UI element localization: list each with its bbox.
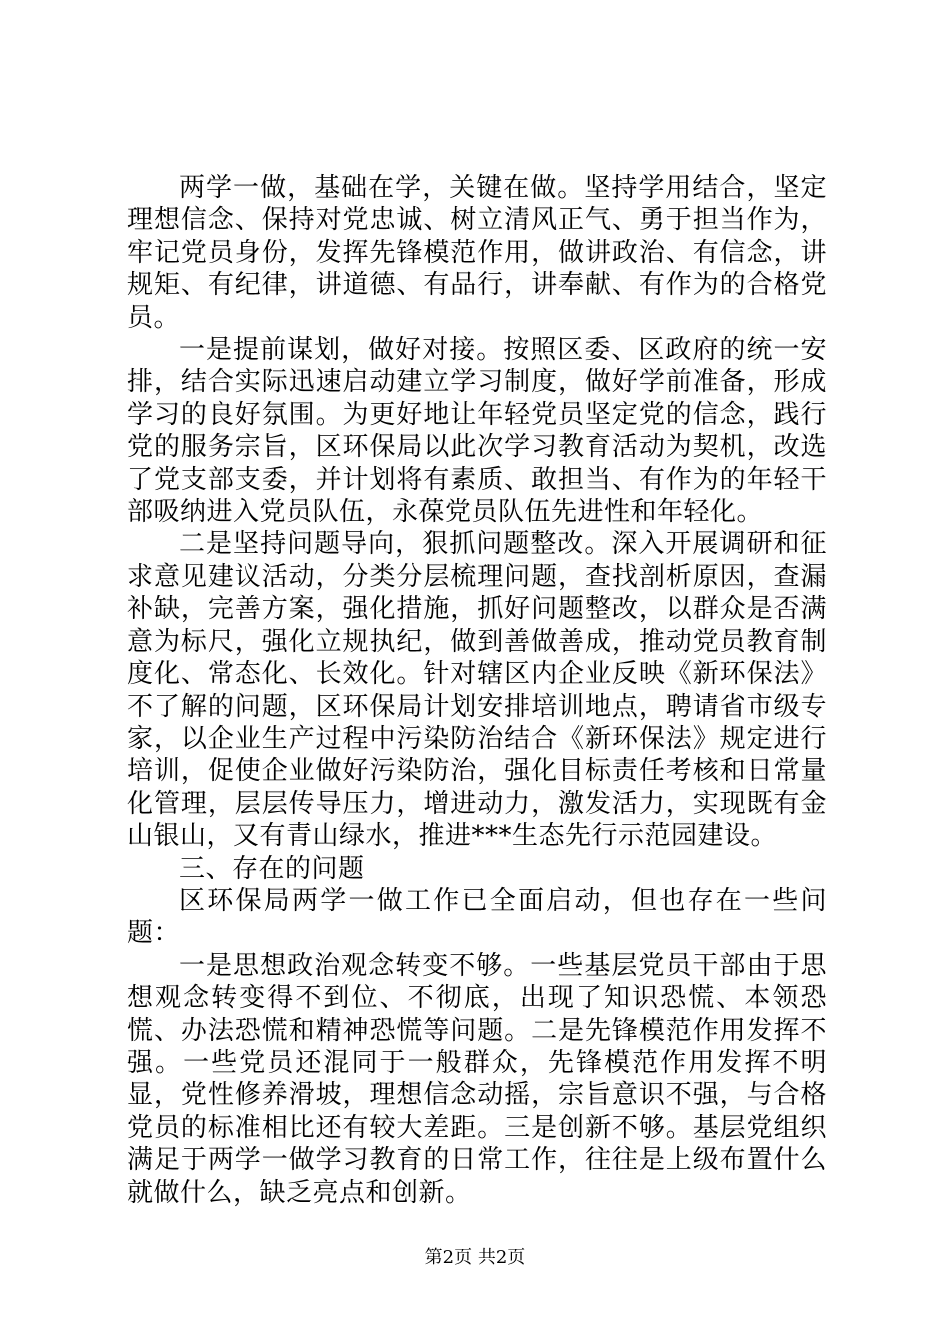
page-footer: [0, 1246, 950, 1270]
paragraph-problems-detail: 一是思想政治观念转变不够。一些基层党员干部由于思想观念转变得不到位、不彻底，出现了知识恐慌、本领恐慌、办法恐慌和精神恐慌等问题。二是先锋模范作用发挥不强。一些党员还混同于一般群众，先锋模范作用发挥不明显，党性修养滑坡，理想信念动摇，宗旨意识不强，与合格党员的标准相比还有较大差距。三是创新不够。基层党组织满足于两学一做学习教育的日常工作，往往是上级布置什么就做什么，缺乏亮点和创新。: [127, 950, 827, 1208]
page-number: 第2页 共2页: [424, 1247, 526, 1268]
paragraph-intro: 两学一做，基础在学，关键在做。坚持学用结合，坚定理想信念、保持对党忠诚、树立清风正气、勇于担当作为，牢记党员身份，发挥先锋模范作用，做讲政治、有信念，讲规矩、有纪律，讲道德、有品行，讲奉献、有作为的合格党员。: [127, 173, 827, 333]
section-heading-existing-problems: 三、存在的问题: [179, 853, 365, 884]
document-body: [127, 172, 827, 1209]
paragraph-planning: 一是提前谋划，做好对接。按照区委、区政府的统一安排，结合实际迅速启动建立学习制度，做好学前准备，形成学习的良好氛围。为更好地让年轻党员坚定党的信念，践行党的服务宗旨，区环保局以此次学习教育活动为契机，改选了党支部支委，并计划将有素质、敢担当、有作为的年轻干部吸纳进入党员队伍，永葆党员队伍先进性和年轻化。: [127, 335, 827, 528]
paragraph-problem-orientation: 二是坚持问题导向，狠抓问题整改。深入开展调研和征求意见建议活动，分类分层梳理问题，查找剖析原因，查漏补缺，完善方案，强化措施，抓好问题整改，以群众是否满意为标尺，强化立规执纪，做到善做善成，推动党员教育制度化、常态化、长效化。针对辖区内企业反映《新环保法》不了解的问题，区环保局计划安排培训地点，聘请省市级专家，以企业生产过程中污染防治结合《新环保法》规定进行培训，促使企业做好污染防治，强化目标责任考核和日常量化管理，层层传导压力，增进动力，激发活力，实现既有金山银山，又有青山绿水，推进***生态先行示范园建设。: [127, 529, 827, 852]
paragraph-problems-intro: 区环保局两学一做工作已全面启动，但也存在一些问题：: [127, 885, 827, 949]
